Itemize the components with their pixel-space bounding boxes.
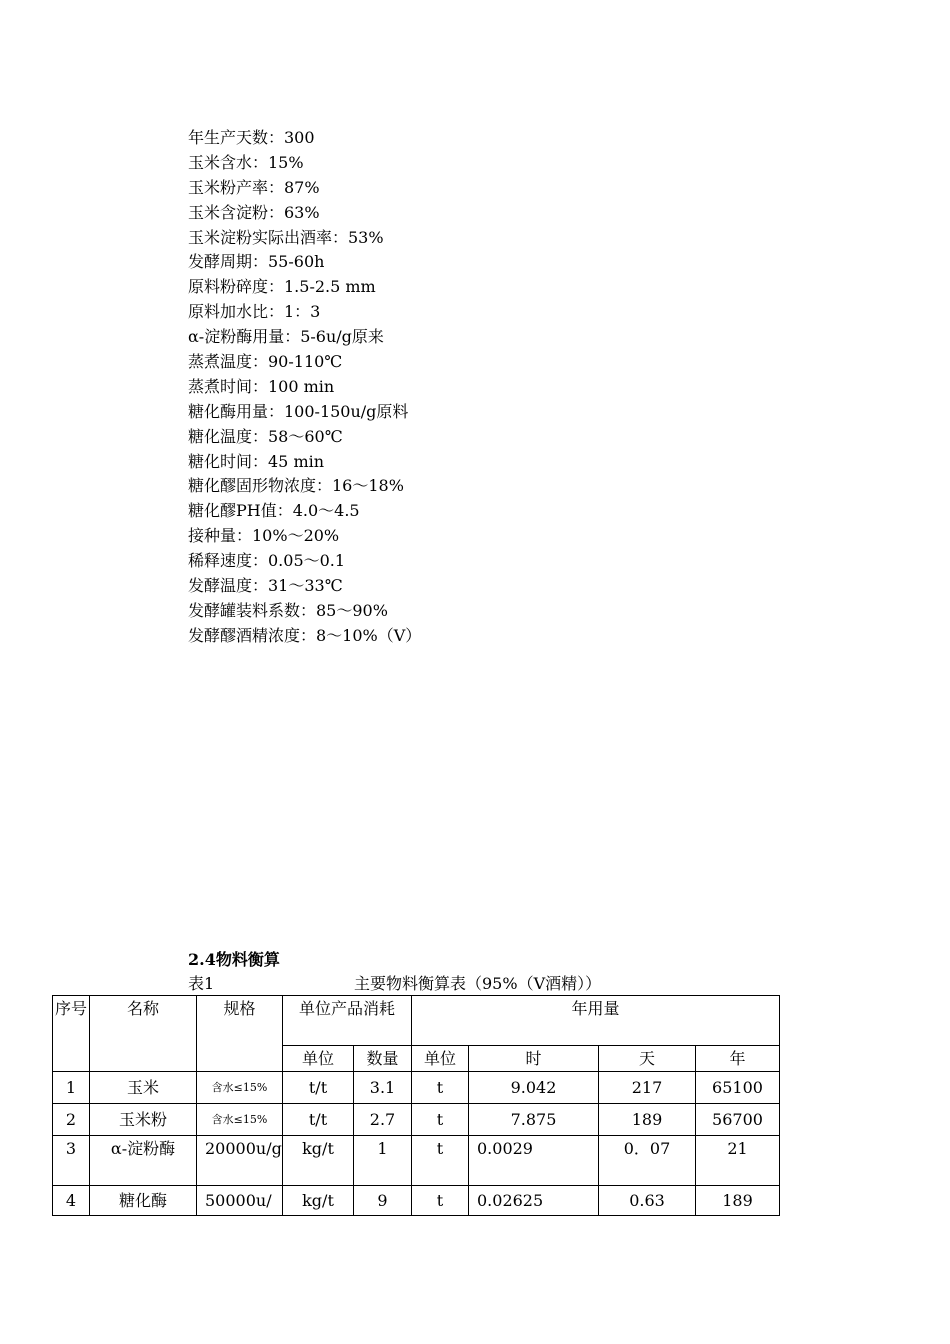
table-caption: 主要物料衡算表（95%（V酒精）） <box>354 974 602 993</box>
param-cooking-temp: 蒸煮温度：90-110℃ <box>188 352 343 372</box>
cell-hour: 7.875 <box>469 1104 599 1136</box>
cell-name: α-淀粉酶 <box>90 1136 197 1186</box>
cell-hour: 9.042 <box>469 1072 599 1104</box>
cell-year: 189 <box>696 1186 780 1216</box>
table-header-row <box>53 996 780 1046</box>
header-unit-consumption: 单位产品消耗 <box>283 996 412 1046</box>
param-solids-concentration: 糖化醪固形物浓度：16～18% <box>188 476 404 496</box>
cell-day: 0.63 <box>599 1186 696 1216</box>
cell-year: 56700 <box>696 1104 780 1136</box>
param-amylase-dose: α-淀粉酶用量：5-6u/g原来 <box>188 327 384 347</box>
cell-seq: 1 <box>53 1072 90 1104</box>
cell-quantity: 2.7 <box>354 1104 412 1136</box>
param-mash-ph: 糖化醪PH值：4.0～4.5 <box>188 501 360 521</box>
param-water-ratio: 原料加水比：1：3 <box>188 302 321 322</box>
section-heading: 2.4物料衡算 <box>188 950 280 969</box>
header-quantity: 数量 <box>354 1046 412 1072</box>
cell-spec: 含水≤15% <box>197 1072 283 1104</box>
cell-seq: 2 <box>53 1104 90 1136</box>
cell-day: 0．07 <box>599 1136 696 1186</box>
header-year: 年 <box>696 1046 780 1072</box>
cell-name: 玉米 <box>90 1072 197 1104</box>
header-spec: 规格 <box>197 996 283 1072</box>
param-corn-moisture: 玉米含水：15% <box>188 152 304 172</box>
cell-name: 糖化酶 <box>90 1186 197 1216</box>
cell-quantity: 9 <box>354 1186 412 1216</box>
cell-unit2: t <box>412 1104 469 1136</box>
cell-quantity: 3.1 <box>354 1072 412 1104</box>
cell-hour: 0.02625 <box>469 1186 599 1216</box>
header-seq: 序号 <box>53 996 90 1072</box>
table-row <box>53 1104 780 1136</box>
param-glucoamylase-dose: 糖化酶用量：100-150u/g原料 <box>188 401 409 421</box>
param-grind-size: 原料粉碎度：1.5-2.5 mm <box>188 277 376 297</box>
cell-unit2: t <box>412 1186 469 1216</box>
material-balance-table <box>52 995 780 1216</box>
cell-unit2: t <box>412 1072 469 1104</box>
cell-hour: 0.0029 <box>469 1136 599 1186</box>
param-alcohol-concentration: 发酵醪酒精浓度：8～10%（V） <box>188 625 422 645</box>
table-row <box>53 1072 780 1104</box>
param-saccharification-time: 糖化时间：45 min <box>188 451 325 471</box>
param-dilution-rate: 稀释速度：0.05～0.1 <box>188 551 346 571</box>
cell-spec: 50000u/ <box>197 1186 283 1216</box>
cell-year: 21 <box>696 1136 780 1186</box>
param-corn-starch: 玉米含淀粉：63% <box>188 202 320 222</box>
cell-seq: 4 <box>53 1186 90 1216</box>
param-corn-flour-yield: 玉米粉产率：87% <box>188 177 320 197</box>
param-production-days: 年生产天数：300 <box>188 128 315 147</box>
param-cooking-time: 蒸煮时间：100 min <box>188 376 335 396</box>
header-annual: 年用量 <box>412 996 780 1046</box>
table-row <box>53 1136 780 1186</box>
param-alcohol-yield: 玉米淀粉实际出酒率：53% <box>188 227 384 247</box>
cell-unit: t/t <box>283 1072 354 1104</box>
cell-year: 65100 <box>696 1072 780 1104</box>
header-unit2: 单位 <box>412 1046 469 1072</box>
cell-spec: 含水≤15% <box>197 1104 283 1136</box>
cell-unit: t/t <box>283 1104 354 1136</box>
cell-unit: kg/t <box>283 1136 354 1186</box>
table-row <box>53 1186 780 1216</box>
param-saccharification-temp: 糖化温度：58～60℃ <box>188 426 343 446</box>
cell-quantity: 1 <box>354 1136 412 1186</box>
table-label: 表1 <box>188 974 215 993</box>
cell-seq: 3 <box>53 1136 90 1186</box>
parameter-list <box>188 126 421 649</box>
param-fermentation-period: 发酵周期：55-60h <box>188 252 325 272</box>
param-fill-factor: 发酵罐装料系数：85～90% <box>188 600 388 620</box>
cell-unit: kg/t <box>283 1186 354 1216</box>
header-unit: 单位 <box>283 1046 354 1072</box>
header-day: 天 <box>599 1046 696 1072</box>
cell-name: 玉米粉 <box>90 1104 197 1136</box>
param-inoculum: 接种量：10%～20% <box>188 526 340 546</box>
param-fermentation-temp: 发酵温度：31～33℃ <box>188 576 343 596</box>
cell-day: 217 <box>599 1072 696 1104</box>
cell-spec: 20000u/g <box>197 1136 283 1186</box>
cell-unit2: t <box>412 1136 469 1186</box>
header-hour: 时 <box>469 1046 599 1072</box>
header-name: 名称 <box>90 996 197 1072</box>
cell-day: 189 <box>599 1104 696 1136</box>
